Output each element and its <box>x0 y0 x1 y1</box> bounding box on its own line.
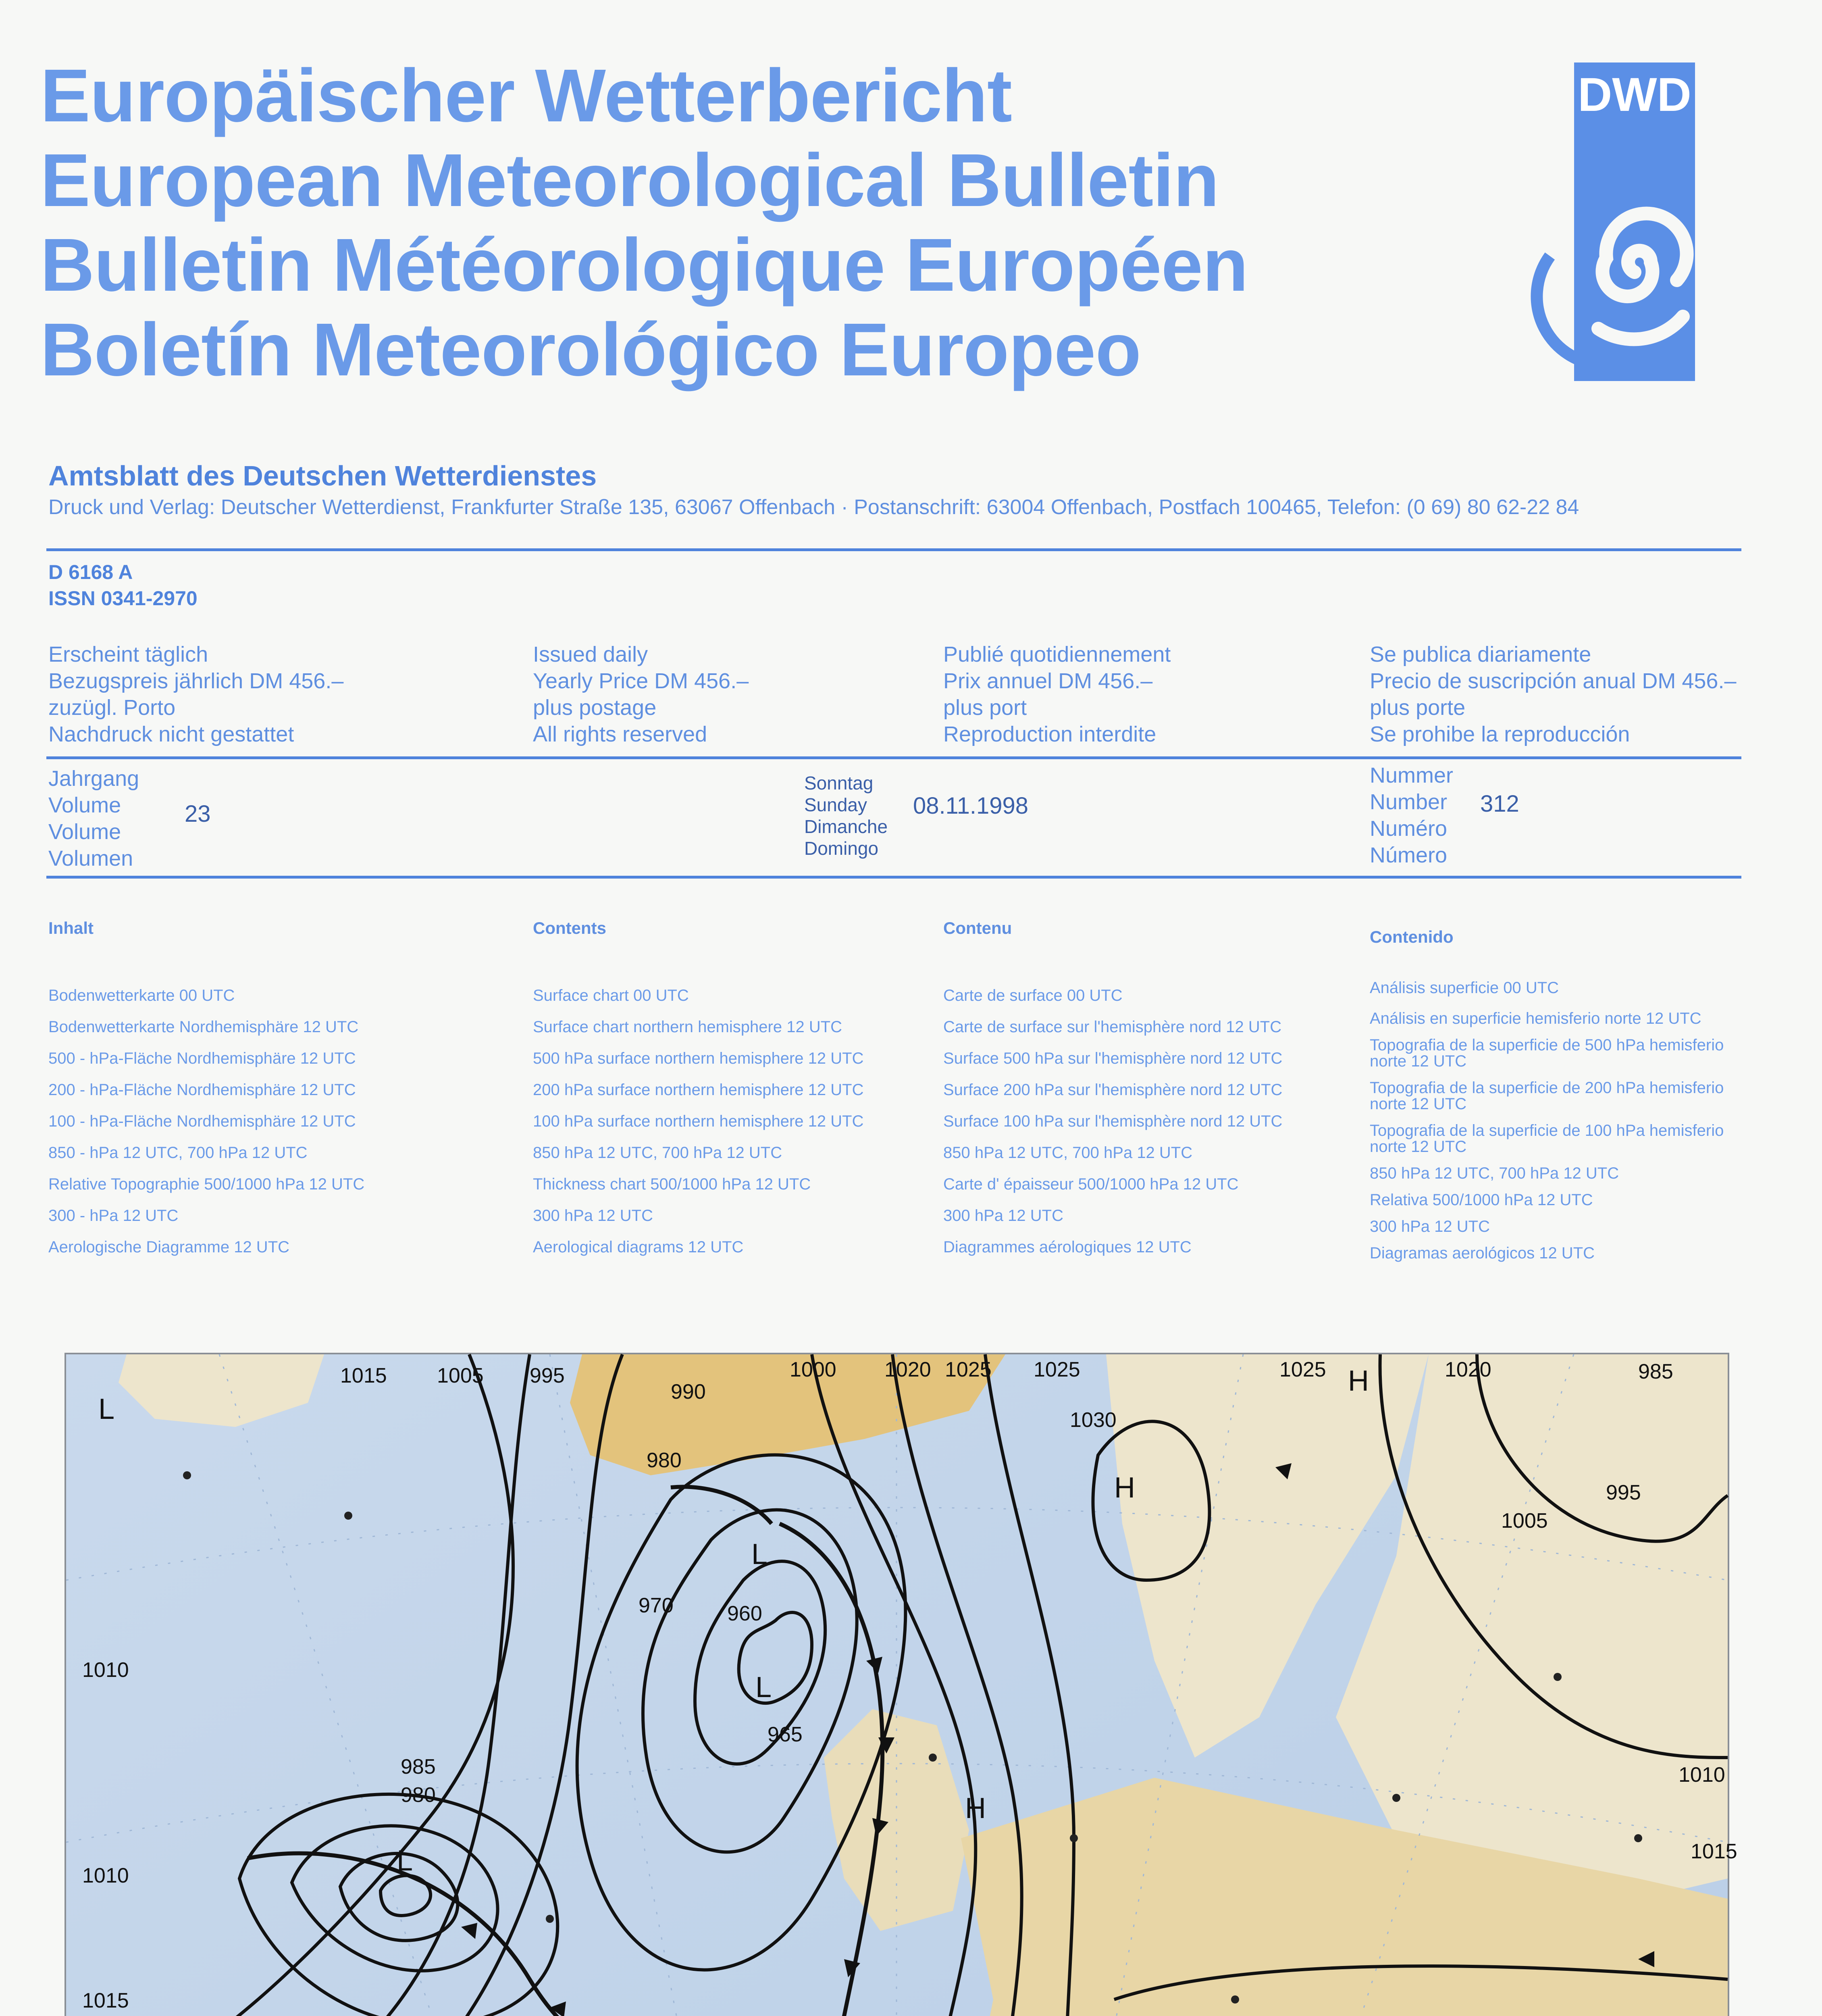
toc-item: 100 hPa surface northern hemisphere 12 UTC <box>533 1112 864 1130</box>
toc-item: Surface chart northern hemisphere 12 UTC <box>533 1018 842 1036</box>
info-line: Prix annuel DM 456.– <box>943 669 1153 693</box>
day-label: Sonntag <box>804 773 874 793</box>
toc-heading-english: Contents <box>533 918 606 937</box>
info-line: Reproduction interdite <box>943 722 1156 746</box>
volume-label: Volume <box>48 793 121 817</box>
info-line: plus port <box>943 696 1027 720</box>
d-code: D 6168 A <box>48 561 133 583</box>
station-dot <box>1231 1995 1239 2004</box>
toc-item: 100 - hPa-Fläche Nordhemisphäre 12 UTC <box>48 1112 356 1130</box>
isobar-label: 980 <box>647 1449 682 1472</box>
isobar-label: 980 <box>401 1783 436 1807</box>
isobar-label: 965 <box>767 1723 803 1746</box>
info-french <box>943 641 1171 748</box>
day-label: Sunday <box>804 794 867 815</box>
number-label: Número <box>1370 843 1448 867</box>
isobar-label: 1005 <box>437 1364 484 1387</box>
station-dot <box>1554 1673 1562 1681</box>
station-dot <box>1392 1794 1400 1802</box>
toc-french <box>943 980 1282 1263</box>
title-english: European Meteorological Bulletin <box>40 139 1219 222</box>
toc-item: 300 hPa 12 UTC <box>533 1207 653 1225</box>
volume-value: 23 <box>185 801 211 827</box>
isobar-label: 970 <box>639 1594 674 1617</box>
toc-item: 500 - hPa-Fläche Nordhemisphäre 12 UTC <box>48 1050 356 1067</box>
isobar-label: 1000 <box>790 1358 836 1381</box>
title-spanish: Boletín Meteorológico Europeo <box>40 308 1141 392</box>
info-line: Erscheint täglich <box>48 642 208 666</box>
toc-item: Relative Topographie 500/1000 hPa 12 UTC <box>48 1175 365 1193</box>
info-line: plus porte <box>1370 696 1466 720</box>
number-label: Numéro <box>1370 816 1448 841</box>
isobar-label: 1020 <box>884 1358 931 1381</box>
isobar-label: 985 <box>1638 1360 1673 1383</box>
number-label: Nummer <box>1370 763 1454 787</box>
toc-item: 300 - hPa 12 UTC <box>48 1207 179 1225</box>
day-label: Dimanche <box>804 816 888 837</box>
toc-item: Surface chart 00 UTC <box>533 987 689 1004</box>
title-french: Bulletin Météorologique Européen <box>40 223 1248 307</box>
isobar-label: 1025 <box>1279 1358 1326 1381</box>
dwd-logo <box>1574 62 1695 385</box>
station-dot <box>183 1471 191 1479</box>
info-spanish <box>1370 641 1736 748</box>
toc-item: Topografia de la superficie de 500 hPa hemisferio norte 12 UTC <box>1370 1036 1724 1070</box>
number-label: Number <box>1370 790 1448 814</box>
volume-label: Volume <box>48 820 121 844</box>
issue-date: 08.11.1998 <box>913 793 1028 819</box>
station-dot <box>546 1915 554 1923</box>
issue-number: 312 <box>1480 791 1519 817</box>
toc-item: 850 hPa 12 UTC, 700 hPa 12 UTC <box>533 1144 782 1162</box>
isobar-label: 1025 <box>945 1358 992 1381</box>
toc-item: Aerologische Diagramme 12 UTC <box>48 1238 290 1256</box>
high-pressure-center: H <box>1114 1472 1135 1504</box>
toc-item: Análisis superficie 00 UTC <box>1370 979 1559 997</box>
info-line: Yearly Price DM 456.– <box>533 669 749 693</box>
isobar-label: 995 <box>530 1364 565 1387</box>
divider <box>46 548 1741 551</box>
publisher-info: Druck und Verlag: Deutscher Wetterdienst, Frankfurter Straße 135, 63067 Offenbach · Postanschrift: 63004 Offenbach, Postfach 100465, Telefon: (0 69) 80 62-22 84 <box>48 496 1579 519</box>
title-german: Europäischer Wetterbericht <box>40 54 1012 137</box>
toc-item: Surface 100 hPa sur l'hemisphère nord 12 UTC <box>943 1112 1283 1130</box>
toc-item: 500 hPa surface northern hemisphere 12 UTC <box>533 1050 864 1067</box>
station-dot <box>929 1754 937 1762</box>
info-line: Nachdruck nicht gestattet <box>48 722 294 746</box>
toc-item: Relativa 500/1000 hPa 12 UTC <box>1370 1191 1593 1209</box>
divider <box>46 756 1741 759</box>
toc-heading-spanish: Contenido <box>1370 927 1454 946</box>
isobar-label: 1005 <box>1501 1509 1548 1533</box>
station-dot <box>1070 1834 1078 1842</box>
station-dot <box>1634 1834 1642 1842</box>
toc-item: Thickness chart 500/1000 hPa 12 UTC <box>533 1175 811 1193</box>
toc-english <box>533 980 863 1263</box>
info-line: Se prohibe la reproducción <box>1370 722 1630 746</box>
volume-labels <box>48 765 139 872</box>
high-pressure-center: H <box>965 1792 986 1824</box>
surface-weather-map <box>64 1353 1737 2016</box>
isobar-label: 1020 <box>1445 1358 1491 1381</box>
isobar-label: 1010 <box>1678 1763 1725 1787</box>
isobar-label: 1030 <box>1070 1408 1117 1432</box>
info-line: All rights reserved <box>533 722 707 746</box>
toc-item: Surface 200 hPa sur l'hemisphère nord 12 UTC <box>943 1081 1283 1099</box>
toc-spanish <box>1370 980 1724 1261</box>
info-line: zuzügl. Porto <box>48 696 176 720</box>
low-pressure-center: L <box>397 1845 413 1877</box>
publisher-name: Amtsblatt des Deutschen Wetterdienstes <box>48 460 597 492</box>
isobar-label: 1015 <box>340 1364 387 1387</box>
toc-item: Topografia de la superficie de 200 hPa hemisferio norte 12 UTC <box>1370 1079 1724 1113</box>
divider <box>46 876 1741 879</box>
day-label: Domingo <box>804 838 879 859</box>
toc-item: Bodenwetterkarte 00 UTC <box>48 987 235 1004</box>
volume-label: Jahrgang <box>48 766 139 791</box>
info-line: Se publica diariamente <box>1370 642 1591 666</box>
toc-item: 300 hPa 12 UTC <box>1370 1218 1490 1235</box>
toc-item: Topografia de la superficie de 100 hPa hemisferio norte 12 UTC <box>1370 1122 1724 1156</box>
info-line: Publié quotidiennement <box>943 642 1171 666</box>
map-svg <box>66 1354 1737 2016</box>
station-dot <box>344 1512 352 1520</box>
toc-item: 850 hPa 12 UTC, 700 hPa 12 UTC <box>1370 1164 1619 1182</box>
low-pressure-center: L <box>98 1393 115 1425</box>
toc-item: Carte de surface 00 UTC <box>943 987 1123 1004</box>
info-german <box>48 641 343 748</box>
issn-code: ISSN 0341-2970 <box>48 587 198 610</box>
toc-item: 200 hPa surface northern hemisphere 12 UTC <box>533 1081 864 1099</box>
isobar-label: 1010 <box>82 1658 129 1682</box>
toc-item: 200 - hPa-Fläche Nordhemisphäre 12 UTC <box>48 1081 356 1099</box>
number-labels <box>1370 762 1453 868</box>
info-line: Issued daily <box>533 642 648 666</box>
dwd-logo-text: DWD <box>1578 68 1691 121</box>
isobar-label: 960 <box>727 1602 762 1625</box>
isobar-label: 1025 <box>1034 1358 1080 1381</box>
toc-heading-german: Inhalt <box>48 918 94 937</box>
toc-german <box>48 980 364 1263</box>
toc-item: Diagrammes aérologiques 12 UTC <box>943 1238 1192 1256</box>
toc-item: Surface 500 hPa sur l'hemisphère nord 12 UTC <box>943 1050 1283 1067</box>
toc-item: 850 hPa 12 UTC, 700 hPa 12 UTC <box>943 1144 1193 1162</box>
toc-heading-french: Contenu <box>943 918 1012 937</box>
volume-label: Volumen <box>48 846 133 871</box>
info-line: Precio de suscripción anual DM 456.– <box>1370 669 1737 693</box>
isobar-label: 990 <box>671 1380 706 1404</box>
isobar-label: 1015 <box>1691 1840 1737 1863</box>
toc-item: 850 - hPa 12 UTC, 700 hPa 12 UTC <box>48 1144 308 1162</box>
toc-item: Análisis en superficie hemisferio norte 12 UTC <box>1370 1010 1701 1027</box>
toc-item: Carte d' épaisseur 500/1000 hPa 12 UTC <box>943 1175 1239 1193</box>
isobar-label: 1015 <box>82 1989 129 2012</box>
isobar-label: 985 <box>401 1755 436 1779</box>
toc-item: Aerological diagrams 12 UTC <box>533 1238 744 1256</box>
toc-item: Carte de surface sur l'hemisphère nord 12 UTC <box>943 1018 1282 1036</box>
low-pressure-center: L <box>751 1538 768 1570</box>
info-english <box>533 641 749 748</box>
toc-item: Diagramas aerológicos 12 UTC <box>1370 1244 1595 1262</box>
toc-item: Bodenwetterkarte Nordhemisphäre 12 UTC <box>48 1018 359 1036</box>
high-pressure-center: H <box>1348 1365 1369 1397</box>
info-line: plus postage <box>533 696 657 720</box>
day-labels <box>804 772 888 859</box>
toc-item: 300 hPa 12 UTC <box>943 1207 1063 1225</box>
info-line: Bezugspreis jährlich DM 456.– <box>48 669 344 693</box>
isobar-label: 1010 <box>82 1864 129 1887</box>
isobar-label: 995 <box>1606 1481 1641 1504</box>
low-pressure-center: L <box>755 1671 772 1704</box>
